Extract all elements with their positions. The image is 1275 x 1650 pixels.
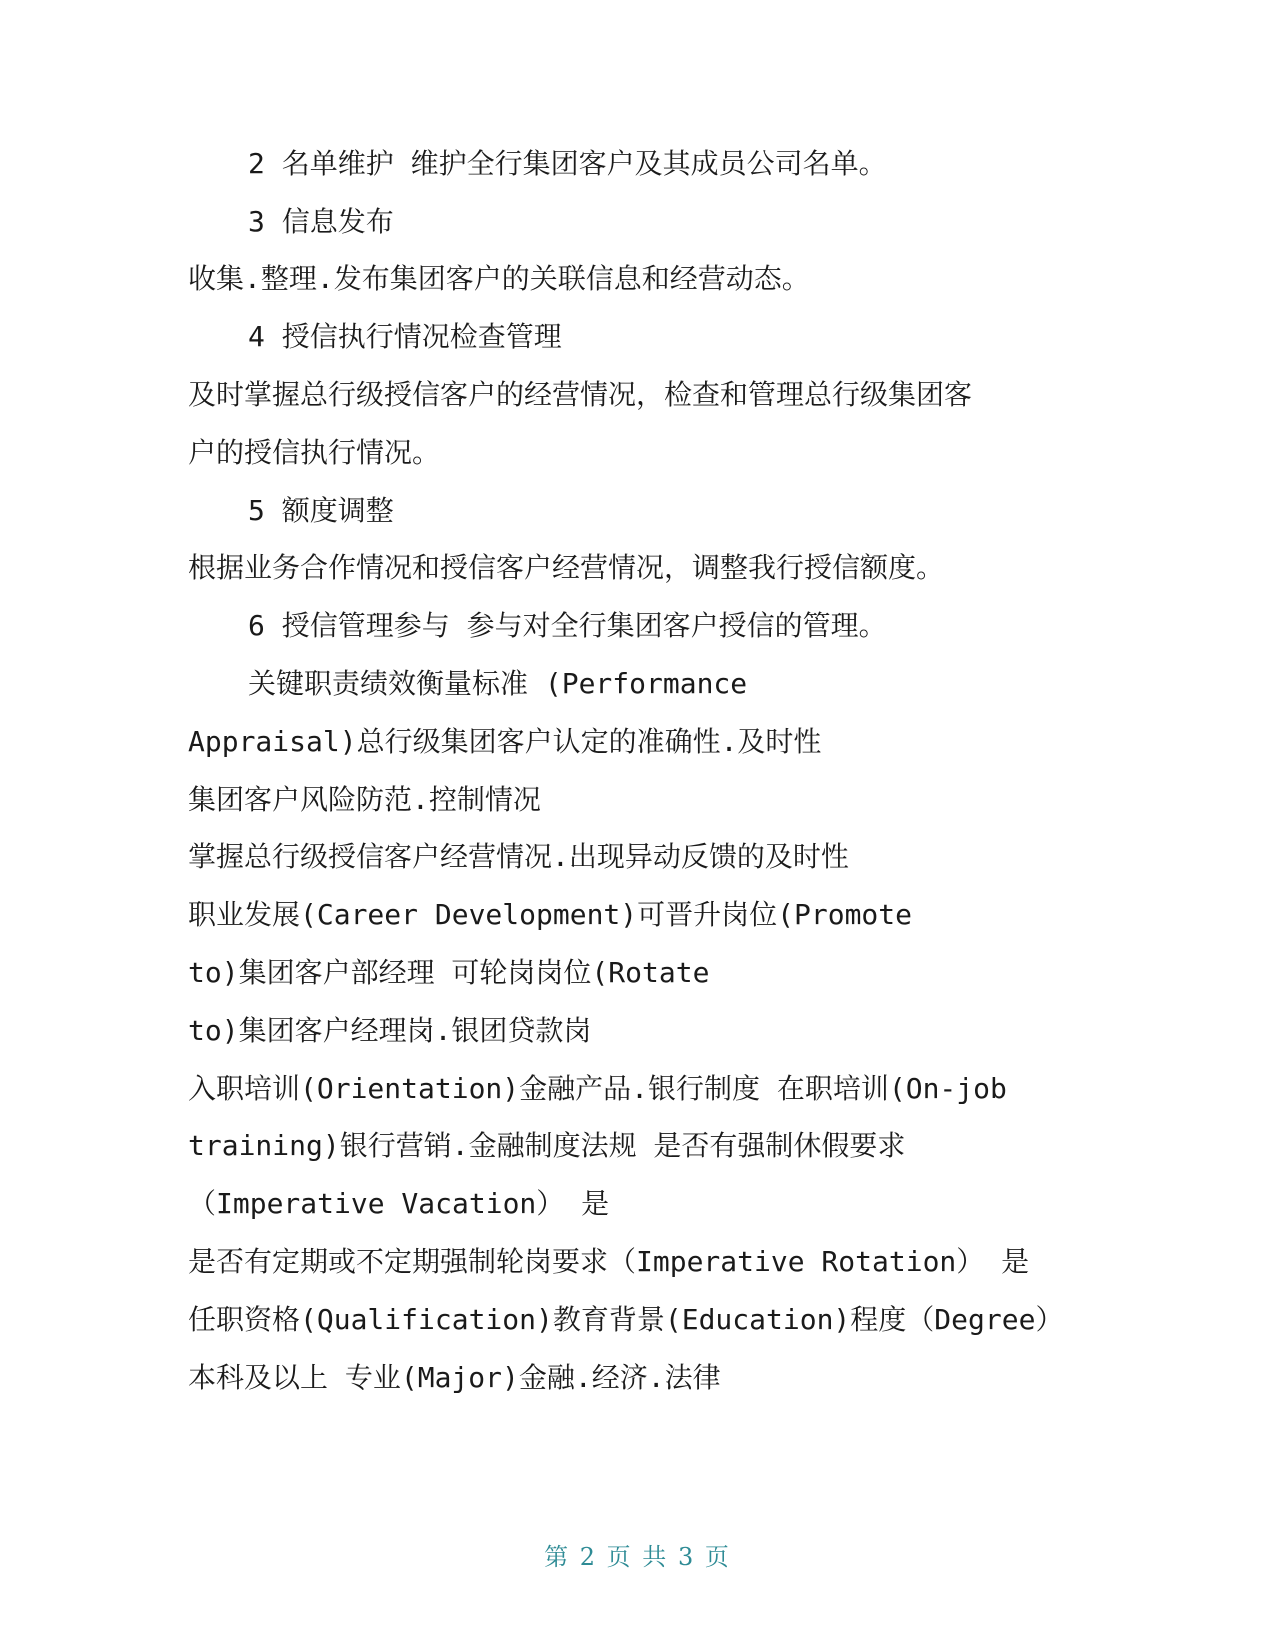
text-line: 6 授信管理参与 参与对全行集团客户授信的管理。 (248, 609, 887, 642)
text-line: training)银行营销.金融制度法规 是否有强制休假要求 (188, 1129, 906, 1162)
text-line: 职业发展(Career Development)可晋升岗位(Promote (188, 898, 913, 931)
text-line: 4 授信执行情况检查管理 (248, 320, 562, 353)
text-line: to)集团客户部经理 可轮岗岗位(Rotate (188, 956, 710, 989)
page-number-footer: 第 2 页 共 3 页 (544, 1543, 731, 1571)
text-line: 任职资格(Qualification)教育背景(Education)程度（Degree） (188, 1303, 1064, 1336)
text-line: 是否有定期或不定期强制轮岗要求（Imperative Rotation） 是 (188, 1245, 1030, 1278)
text-line: 户的授信执行情况。 (188, 436, 441, 469)
text-line: 入职培训(Orientation)金融产品.银行制度 在职培训(On-job (188, 1072, 1007, 1105)
text-line: 收集.整理.发布集团客户的关联信息和经营动态。 (188, 262, 810, 295)
text-line: 掌握总行级授信客户经营情况.出现异动反馈的及时性 (188, 840, 849, 873)
text-line: 3 信息发布 (248, 205, 394, 238)
text-line: 集团客户风险防范.控制情况 (188, 783, 541, 816)
text-line: 5 额度调整 (248, 494, 394, 527)
text-line: 关键职责绩效衡量标准 (Performance (248, 667, 748, 700)
text-line: （Imperative Vacation） 是 (188, 1187, 610, 1220)
text-line: 及时掌握总行级授信客户的经营情况，检查和管理总行级集团客 (188, 378, 973, 411)
text-line: 2 名单维护 维护全行集团客户及其成员公司名单。 (248, 147, 887, 180)
text-line: Appraisal)总行级集团客户认定的准确性.及时性 (188, 725, 822, 758)
text-line: 本科及以上 专业(Major)金融.经济.法律 (188, 1361, 721, 1394)
text-line: 根据业务合作情况和授信客户经营情况，调整我行授信额度。 (188, 551, 945, 584)
text-line: to)集团客户经理岗.银团贷款岗 (188, 1014, 592, 1047)
